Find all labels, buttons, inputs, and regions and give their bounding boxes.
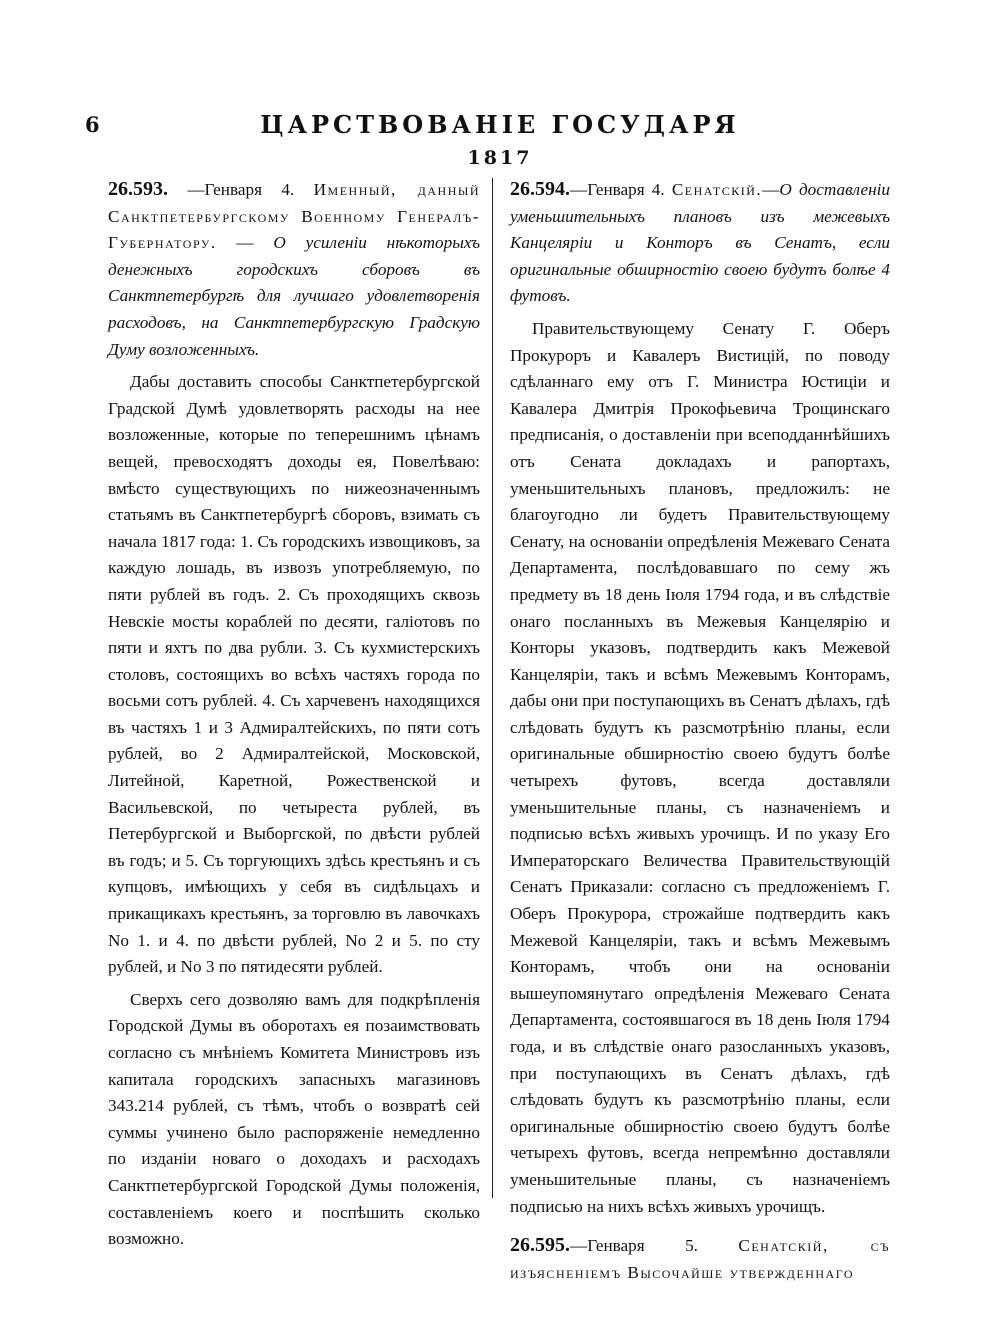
entry-number: 26.595. — [510, 1234, 570, 1257]
entry-26594-heading — [510, 176, 890, 310]
entry-title: О усиленіи нѣкоторыхъ денежныхъ городскихъ сборовъ въ Санктпетербургѣ для лучшаго удовлетворенія расходовъ, на Санктпетербургскую Градскую Думу возложенныхъ. — [108, 233, 481, 359]
entry-26593-paragraph-2: Сверхъ сего дозволяю вамъ для подкрѣпленія Городской Думы въ оборотахъ ея позаимствовать согласно съ мнѣніемъ Комитета Министровъ изъ капитала городскихъ запасныхъ магазиновъ 343.214 рублей, съ тѣмъ, чтобъ о возвратѣ сей суммы учинено было распоряженіе немедленно по изданіи новаго о доходахъ и расходахъ Санктпетербургской Городской Думы положенія, составленіемъ коего и поспѣшить сколько возможно. — [108, 989, 480, 1249]
page-header — [85, 110, 915, 150]
left-column — [108, 176, 480, 1253]
entry-number: 26.593. — [108, 178, 168, 200]
year-heading: 1817 — [467, 147, 533, 169]
entry-type: Сенатскій. — [671, 180, 763, 199]
page-number: 6 — [85, 112, 100, 137]
entry-title: О доставленіи уменьшительныхъ плановъ изъ межевыхъ Канцеляріи и Конторъ въ Сенатъ, если оригинальные обширностію своею будутъ болѣе 4 футовъ. — [510, 180, 890, 306]
entry-number: 26.594. — [510, 178, 570, 200]
entry-26594-paragraph-1: Правительствующему Сенату Г. Оберъ Прокуроръ и Кавалеръ Вистицій, по поводу сдѣланнаго ему отъ Г. Министра Юстиціи и Кавалера Дмитрія Прокофьевича Трощинскаго предписанія, о доставленіи при всеподданнѣйшихъ отъ Сената докладахъ и рапортахъ, уменьшительныхъ плановъ, предложилъ: не благоугодно ли будетъ Правительствующему Сенату, на основаніи опредѣленія Межеваго Сената Департамента, послѣдовавшаго по сему жъ предмету въ 18 день Іюля 1794 года, и въ слѣдствіе онаго посланныхъ въ Межевыя Канцелярію и Конторы указовъ, подтвердить какъ Межевой Канцеляріи, такъ и всѣмъ Межевымъ Конторамъ, дабы они при поступающихъ въ Сенатъ дѣлахъ, гдѣ слѣдовать будутъ къ разсмотрѣнію планы, если оригинальные обширностію своею будутъ болѣе четырехъ футовъ, всегда доставляли уменьшительные планы, съ назначеніемъ и подписью всѣхъ живыхъ урочищъ. И по указу Его Императорскаго Величества Правительствующій Сенатъ Приказали: согласно съ предложеніемъ Г. Оберъ Прокурора, строжайше подтвердить какъ Межевой Канцеляріи, такъ и всѣмъ Межевымъ Конторамъ, чтобъ они на основаніи вышеупомянутаго опредѣленія Межеваго Сената Департамента, состоявшагося въ 18 день Іюля 1794 года, и въ слѣдствіе онаго разосланныхъ указовъ, при поступающихъ въ Сенатъ дѣлахъ, гдѣ слѣдовать будутъ къ разсмотрѣнію планы, если оригинальные обширностію своею будутъ болѣе четырехъ футовъ, всегда непремѣнно доставляли уменьшительные планы, съ назначеніемъ подписью на нихъ всѣхъ живыхъ урочищъ. — [510, 318, 890, 1216]
entry-26593-heading — [108, 176, 480, 363]
entry-date: —Генваря 5. — [570, 1236, 739, 1256]
entry-26595-heading — [510, 1232, 890, 1286]
entry-date: —Генваря 4. — [570, 180, 672, 199]
column-divider — [492, 178, 493, 1198]
entry-date: —Генваря 4. — [168, 180, 314, 199]
entry-dash: — — [216, 233, 274, 253]
entry-26593-paragraph-1: Дабы доставить способы Санктпетербургской Градской Думѣ удовлетворять расходы на нее возложенные, которые по теперешнимъ цѣнамъ вещей, превосходятъ доходы ея, Повелѣваю: вмѣсто существующихъ по нижеозначеннымъ статьямъ въ Санктпетербургѣ сборовъ, взимать съ начала 1817 года: 1. Съ городскихъ извощиковъ, за каждую лошадь, въ извозъ употребляемую, по пяти рублей въ годъ. 2. Съ проходящихъ сквозь Невскіе мосты кораблей по десяти, галіотовъ по пяти и яхтъ по два рубли. 3. Съ кухмистерскихъ столовъ, состоящихъ во всѣхъ частяхъ города по восьми сотъ рублей. 4. Съ харчевенъ находящихся въ частяхъ 1 и 3 Адмиралтейскихъ, по пяти сотъ рублей, во 2 Адмиралтейской, Московской, Литейной, Каретной, Рожественской и Васильевской, по четыреста рублей, въ Петербургской и Выборгской, по двѣсти рублей въ годъ; и 5. Съ торгующихъ здѣсь крестьянъ и съ купцовъ, имѣющихъ у себя въ сидѣльцахъ и прикащикахъ крестьянъ, за торговлю въ лавочкахъ No 1. и 4. по двѣсти рублей, No 2 и 5. по сту рублей, и No 3 по пятидесяти рублей. — [108, 372, 480, 977]
right-column — [510, 176, 890, 1286]
running-title: ЦАРСТВОВАНІЕ ГОСУДАРЯ — [260, 110, 740, 139]
entry-dash: — — [762, 180, 780, 199]
entry-type: Именный, данный Санктпетербургскому Военному Генералъ-Губернатору. — [108, 180, 480, 253]
entry-type: Сенатскій, съ изъясненіемъ Высочайше утвержденнаго — [510, 1236, 890, 1282]
